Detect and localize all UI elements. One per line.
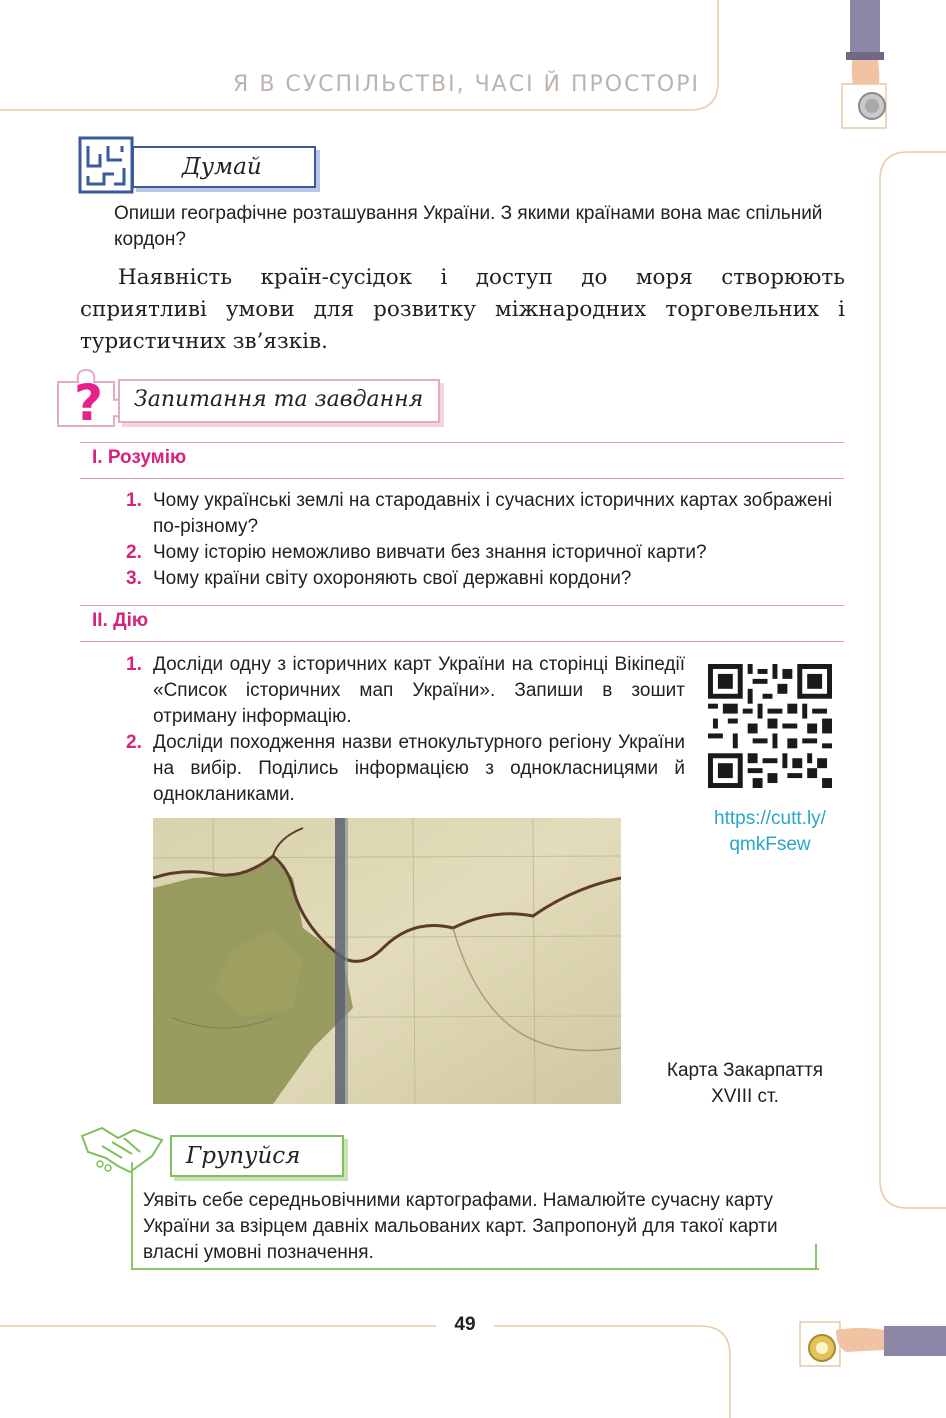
map-caption-line2: XVIII ст. xyxy=(711,1086,779,1107)
historical-map-image xyxy=(153,818,621,1104)
section-title-act: ІІ. Дію xyxy=(92,610,149,631)
item-text: Досліди походження назви етнокультурного регіону України на вибір. Поділись інформацією з однокласницями й однокланиками. xyxy=(153,732,685,805)
group-label-text: Групуйся xyxy=(186,1143,301,1169)
qr-link[interactable] xyxy=(690,806,850,858)
group-label xyxy=(170,1135,344,1177)
item-number: 2. xyxy=(126,732,142,753)
item-text: Досліди одну з історичних карт України на сторінці Вікіпедії «Список історичних мап України». Запиши в зошит отриману інформацію. xyxy=(153,654,685,727)
item-number: 1. xyxy=(126,654,142,675)
item-number: 2. xyxy=(126,542,142,563)
qr-code[interactable] xyxy=(708,664,832,788)
group-task-box-edge xyxy=(815,1244,817,1270)
qr-link-line1[interactable]: https://cutt.ly/ xyxy=(714,808,826,829)
map-caption xyxy=(640,1058,850,1110)
questions-label-text: Запитання та завдання xyxy=(134,387,424,412)
svg-text:?: ? xyxy=(74,374,104,430)
side-frame xyxy=(870,140,946,1240)
page-number: 49 xyxy=(454,1314,476,1335)
item-number: 3. xyxy=(126,568,142,589)
qr-link-line2[interactable]: qmkFsew xyxy=(729,834,811,855)
header-title: Я В СУСПІЛЬСТВІ, ЧАСІ Й ПРОСТОРІ xyxy=(233,72,700,97)
group-task-text: Уявіть себе середньовічними картографами. Намалюйте сучасну карту України за взірцем давніх мальованих карт. Запропонуй для такої карти власні умовні позначення. xyxy=(143,1190,778,1263)
divider xyxy=(80,641,844,642)
question-puzzle-icon xyxy=(52,364,126,430)
questions-label xyxy=(118,379,440,423)
maze-icon xyxy=(78,136,134,194)
hand-coin-icon xyxy=(836,0,896,145)
section-title-understand: І. Розумію xyxy=(92,447,187,468)
item-text: Чому історію неможливо вивчати без знання історичної карти? xyxy=(153,542,707,563)
map-caption-line1: Карта Закарпаття xyxy=(666,1060,824,1081)
divider xyxy=(80,478,844,479)
item-text: Чому країни світу охороняють свої державні кордони? xyxy=(153,568,632,589)
main-paragraph: Наявність країн-сусідок і доступ до моря створюють сприятливі умови для розвитку міжнародних торговельних і туристичних зв’язків. xyxy=(80,265,845,354)
divider xyxy=(80,605,844,606)
divider xyxy=(80,442,844,443)
item-number: 1. xyxy=(126,490,142,511)
think-label-text: Думай xyxy=(182,154,262,180)
think-label xyxy=(132,146,316,188)
think-question: Опиши географічне розташування України. З якими країнами вона має спільний кордон? xyxy=(114,203,823,250)
item-text: Чому українські землі на стародавніх і сучасних історичних картах зображені по-різному? xyxy=(153,490,833,537)
